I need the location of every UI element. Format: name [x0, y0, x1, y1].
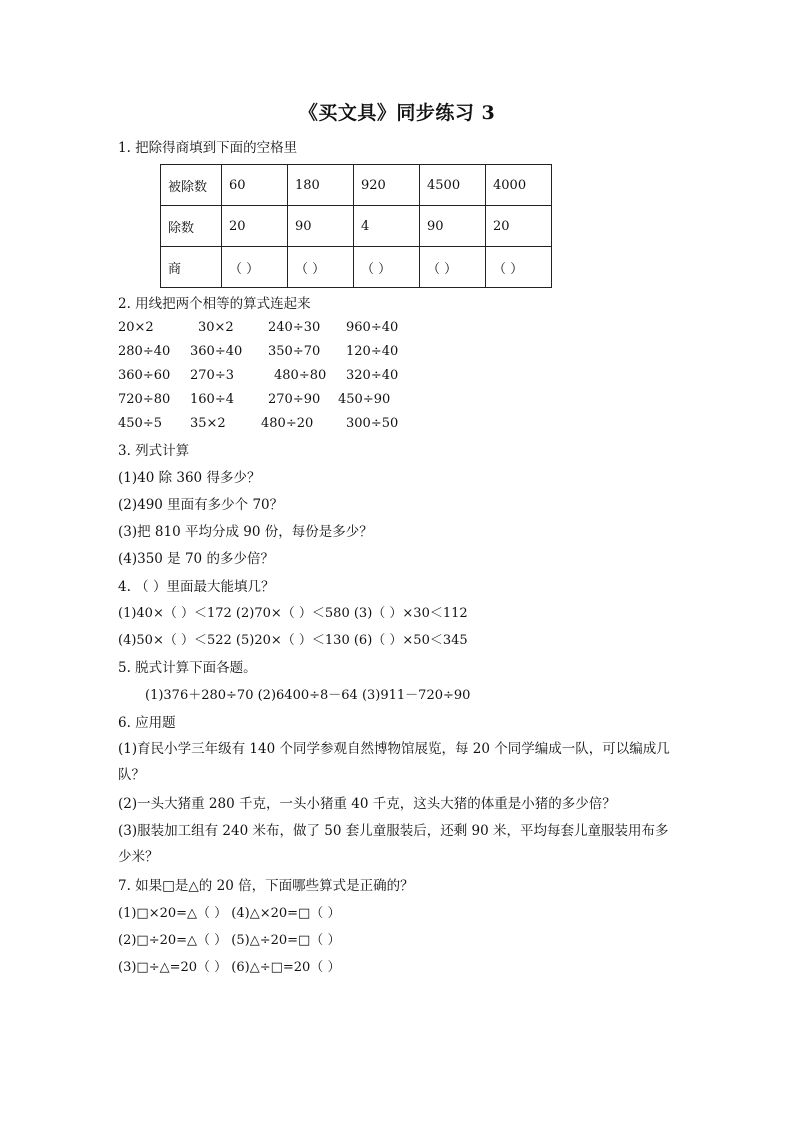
expression[interactable]: 300÷50 [346, 416, 399, 431]
table-cell: 除数 [161, 206, 222, 247]
table-row [161, 247, 552, 288]
expression-row [118, 368, 518, 386]
table-cell: 20 [222, 206, 288, 247]
expression[interactable]: 160÷4 [190, 392, 234, 407]
expression[interactable]: 360÷40 [190, 344, 243, 359]
table-cell: 90 [288, 206, 354, 247]
expression-row [118, 392, 518, 410]
q3-item: (1)40 除 360 得多少？ [118, 470, 261, 486]
expression-row [118, 344, 518, 362]
expression-row [118, 320, 518, 338]
q7-line: (2)□÷20=△（ ） (5)△÷20=□（ ） [118, 933, 341, 948]
q6-item: (2)一头大猪重 280 千克，一头小猪重 40 千克，这头大猪的体重是小猪的多少倍？ [118, 796, 616, 812]
expression[interactable]: 270÷3 [190, 368, 234, 383]
q3-item: (2)490 里面有多少个 70？ [118, 497, 284, 513]
q6-item: (3)服装加工组有 240 米布，做了 50 套儿童服装后，还剩 90 米，平均每套儿童服装用布多少米？ [118, 823, 669, 865]
answer-blank[interactable]: （ ） [486, 247, 552, 288]
q5-heading: 5. 脱式计算下面各题。 [118, 660, 257, 676]
answer-blank[interactable]: （ ） [420, 247, 486, 288]
expression[interactable]: 480÷20 [261, 416, 314, 431]
q2-heading: 2. 用线把两个相等的算式连起来 [118, 296, 311, 312]
expression[interactable]: 960÷40 [346, 320, 399, 335]
expression[interactable]: 350÷70 [268, 344, 321, 359]
answer-blank[interactable]: （ ） [288, 247, 354, 288]
q3-item: (4)350 是 70 的多少倍？ [118, 551, 274, 567]
expression[interactable]: 450÷5 [118, 416, 162, 431]
q7-line: (3)□÷△=20（ ） (6)△÷□=20（ ） [118, 960, 341, 975]
table-cell: 920 [354, 165, 420, 206]
q7-heading: 7. 如果□是△的 20 倍，下面哪些算式是正确的？ [118, 878, 414, 894]
table-cell: 60 [222, 165, 288, 206]
expression[interactable]: 720÷80 [118, 392, 171, 407]
q1-heading: 1. 把除得商填到下面的空格里 [118, 140, 298, 156]
table-cell: 商 [161, 247, 222, 288]
expression[interactable]: 30×2 [198, 320, 234, 335]
expression[interactable]: 35×2 [190, 416, 226, 431]
table-cell: 20 [486, 206, 552, 247]
table-cell: 180 [288, 165, 354, 206]
q4-line: (1)40×（ ）＜172 (2)70×（ ）＜580 (3)（ ）×30＜112 [118, 606, 468, 621]
expression[interactable]: 240÷30 [268, 320, 321, 335]
answer-blank[interactable]: （ ） [354, 247, 420, 288]
q4-heading: 4. （ ）里面最大能填几？ [118, 579, 275, 595]
q6-heading: 6. 应用题 [118, 715, 176, 731]
expression[interactable]: 280÷40 [118, 344, 171, 359]
table-row [161, 206, 552, 247]
q4-line: (4)50×（ ）＜522 (5)20×（ ）＜130 (6)（ ）×50＜345 [118, 633, 468, 648]
table-row [161, 165, 552, 206]
q5-line: (1)376＋280÷70 (2)6400÷8－64 (3)911－720÷90 [145, 688, 471, 703]
table-cell: 90 [420, 206, 486, 247]
table-cell: 4500 [420, 165, 486, 206]
expression[interactable]: 480÷80 [274, 368, 327, 383]
q3-item: (3)把 810 平均分成 90 份，每份是多少？ [118, 524, 373, 540]
expression[interactable]: 270÷90 [268, 392, 321, 407]
expression[interactable]: 450÷90 [338, 392, 391, 407]
q3-heading: 3. 列式计算 [118, 443, 190, 459]
table-cell: 4000 [486, 165, 552, 206]
q6-item: (1)育民小学三年级有 140 个同学参观自然博物馆展览，每 20 个同学编成一队，可以编成几队？ [118, 741, 670, 783]
expression-row [118, 416, 518, 434]
answer-blank[interactable]: （ ） [222, 247, 288, 288]
expression[interactable]: 120÷40 [346, 344, 399, 359]
expression[interactable]: 20×2 [118, 320, 154, 335]
expression[interactable]: 360÷60 [118, 368, 171, 383]
expression[interactable]: 320÷40 [346, 368, 399, 383]
division-table [160, 164, 552, 288]
table-cell: 4 [354, 206, 420, 247]
page-title: 《买文具》同步练习 3 [298, 102, 496, 124]
q7-line: (1)□×20=△（ ） (4)△×20=□（ ） [118, 906, 341, 921]
table-cell: 被除数 [161, 165, 222, 206]
